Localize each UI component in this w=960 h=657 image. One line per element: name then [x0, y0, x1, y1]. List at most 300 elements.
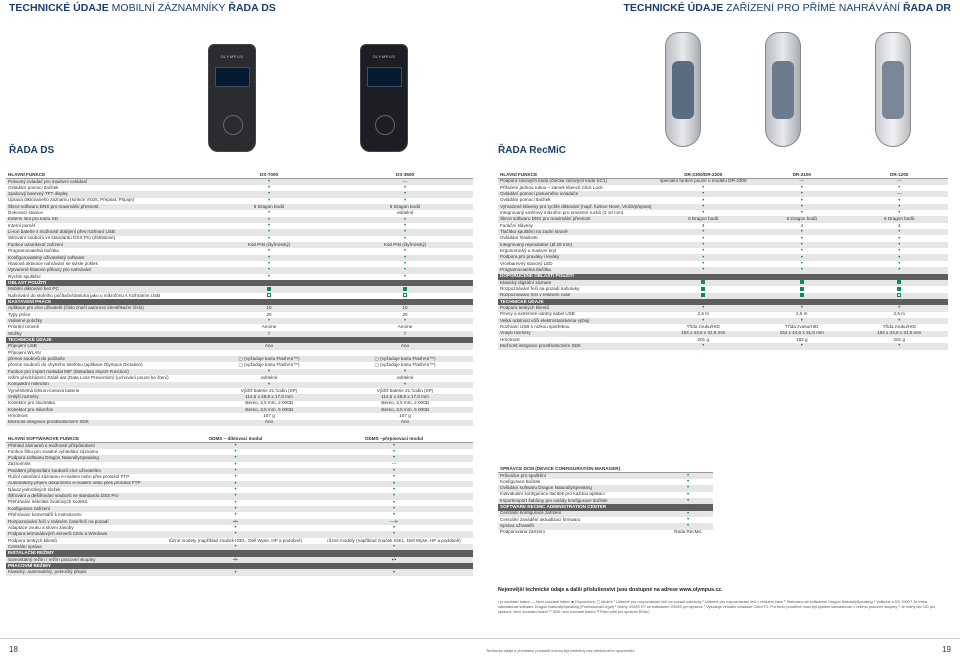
spec-value: DR-2100: [753, 172, 850, 178]
included-icon: •: [156, 531, 315, 537]
spec-value: Ano: [337, 343, 473, 349]
spec-label: Hmotnost: [500, 336, 520, 342]
included-icon: •: [234, 449, 237, 456]
included-icon: •: [753, 242, 850, 248]
ds-series-title: ŘADA DS: [9, 145, 55, 156]
included-icon: •: [851, 229, 949, 235]
spec-label: HLAVNÍ FUNKCE: [6, 172, 201, 178]
included-icon: •: [851, 204, 949, 210]
included-icon: •: [702, 260, 705, 267]
spec-value: 6 Dragon bodů: [654, 216, 754, 222]
included-icon: •: [800, 235, 803, 242]
spec-value: 6 Dragon bodů: [753, 216, 850, 222]
included-icon: •: [315, 569, 473, 575]
included-icon: •: [234, 499, 237, 506]
spec-label: Připojení USB: [6, 343, 201, 349]
page-number-left: 18: [9, 645, 18, 654]
included-icon: •: [267, 248, 271, 255]
spec-label: Vícebarevný stavový LED: [500, 260, 553, 266]
spec-label: Mobilní diktování bez PC: [6, 286, 201, 292]
spec-label: Vytvarené hlasové příkazy pro nahrávání: [6, 267, 201, 273]
spec-label: Velká odolnost vůči elektrostatickému výboji: [498, 318, 654, 324]
spec-value: ODMS – diktovací modul: [156, 436, 315, 442]
included-icon: •: [315, 468, 473, 474]
included-icon: •: [403, 248, 407, 255]
spec-label: Rozpoznávání řeči v reálném čase: [498, 293, 654, 299]
included-icon: •: [267, 273, 271, 280]
spec-label: Konfigurovatelný uživatelský software: [6, 255, 201, 261]
spec-label: Ruční odesílání záznamu e-mailem nebo přes protokol FTP: [8, 474, 130, 480]
included-icon: •: [753, 343, 850, 349]
spec-value: 2,5 m: [796, 311, 808, 317]
included-icon: •: [800, 248, 803, 255]
spec-value: 10: [201, 305, 337, 311]
spec-label: Správa uživatelů: [498, 523, 663, 529]
spec-label: Funkční klávesy: [500, 222, 533, 228]
spec-value: 201 g: [697, 336, 710, 342]
included-icon: •: [201, 217, 337, 223]
spec-value: 6 Dragon bodů: [337, 204, 473, 210]
spec-label: Ovládání pomocí tlačítek: [500, 197, 551, 203]
spec-label: Kompaktní mikrofon: [6, 382, 201, 388]
spec-label: Funkce filtru pro snadné vyhledání záznamu: [8, 448, 99, 454]
spec-value: 4: [701, 222, 705, 228]
spec-label: Posuvný ovladač pro intuitivní ovládání: [6, 178, 201, 185]
spec-label: Přehrávání komentářů k instrukcemi: [8, 512, 82, 518]
spec-label: Hmotnost: [8, 413, 28, 419]
spec-label: NASTAVENÍ PRÁCE: [6, 299, 201, 305]
included-icon: •: [201, 318, 337, 324]
included-icon: •: [337, 382, 473, 388]
spec-label: Integrovaný směrový mikrofon pro omezení ruchů (3 10 mm): [500, 210, 624, 215]
spec-label: PRACOVNÍ REŽIMY: [6, 563, 156, 569]
included-icon: •: [337, 267, 473, 273]
included-icon: •: [201, 382, 337, 388]
included-icon: •: [201, 369, 337, 375]
spec-value: speciální funkce pouze u modelu DR-2300: [654, 178, 754, 184]
spec-label: Li-Ion baterie s možností dobíjení přes rozhraní USB: [6, 229, 201, 235]
spec-label: Centrální zavádění aktualizací firmwaru: [500, 516, 581, 522]
spec-label: Typy práce: [8, 311, 31, 317]
included-icon: •: [392, 487, 396, 494]
included-icon: •: [267, 210, 271, 217]
spec-label: SOFTWARE RECMIC ADMINISTRATION CENTER: [498, 504, 663, 510]
spec-label: Složky: [6, 331, 201, 337]
spec-label: Rozpoznávání řeči v reálném čase/řeči na pozadí: [6, 519, 156, 525]
spec-value: 6 Dragon bodů: [201, 204, 337, 210]
spec-value: volitelné: [396, 375, 414, 381]
table-row: [6, 569, 473, 575]
included-icon: •: [702, 248, 705, 255]
included-icon: •: [337, 369, 473, 375]
spec-label: DOPORUČENÉ OBLASTI POUŽITÍ: [498, 274, 654, 280]
spec-value: 20: [266, 311, 272, 317]
spec-label: Rozpoznávání řeči na pozadí nahrávky: [500, 286, 580, 292]
spec-label: Paralelní přeposílání souborů více uživatelům: [6, 468, 156, 474]
included-icon: •: [702, 235, 705, 242]
spec-value: DR-1200: [851, 172, 949, 178]
spec-value: 4: [897, 222, 901, 228]
included-icon: •: [156, 468, 315, 474]
included-icon: •: [156, 506, 315, 512]
included-icon: •: [654, 305, 754, 311]
included-icon: •: [753, 204, 850, 210]
spec-value: ▢ (vyžaduje kartu FlashAir™): [374, 362, 436, 368]
included-icon: •: [403, 197, 407, 204]
included-icon: •: [392, 499, 396, 506]
spec-value: Ano/ne: [397, 324, 413, 330]
spec-label: Import/export šablony pro ovlády konfigurace tlačítek: [498, 498, 663, 504]
spec-value: 7: [337, 331, 473, 337]
spec-value: DR-2300/DR-2200: [654, 172, 754, 178]
spec-value: 183 g: [796, 336, 808, 342]
included-icon: •: [851, 254, 949, 260]
spec-label: Podporovaná zařízení: [500, 529, 545, 535]
spec-label: Centrální konfigurace zařízení: [498, 511, 663, 517]
included-icon: •: [315, 481, 473, 487]
spec-value: stereo, 3,5 mm, 2 000Ω: [244, 400, 294, 406]
spec-label: Klasický, automatický, pokročilý přepis: [6, 569, 156, 575]
spec-value: Řada RecMic: [674, 529, 702, 535]
spec-label: Adaptace zvuku a slovní zásoby: [8, 524, 74, 530]
included-icon: •: [800, 210, 803, 217]
table-row: [498, 343, 948, 349]
included-icon: •: [702, 197, 705, 204]
spec-value: stereo, 3,5 mm, 5 000Ω: [337, 407, 473, 413]
included-icon: •: [315, 531, 473, 537]
spec-label: Rychlé spuštění: [8, 273, 41, 279]
included-icon: •: [753, 254, 850, 260]
spec-label: Návaz jednotlivých složek: [8, 486, 61, 492]
included-icon: •: [654, 191, 754, 197]
included-icon: •: [315, 455, 473, 461]
spec-label: Podpora čárových kódů (čtečka čárových kódů SC1): [498, 178, 654, 184]
spec-value: 4: [800, 222, 804, 228]
included-icon: •: [654, 254, 754, 260]
included-icon: •: [663, 511, 713, 517]
spec-value: 107 g: [263, 413, 275, 419]
spec-label: Možnost integrace prostřednictvím SDK: [6, 420, 201, 426]
spec-value: —: [753, 178, 850, 184]
recmic-dr2100-image: [765, 32, 801, 147]
spec-value: Třída zvuku/HID: [686, 324, 720, 330]
spec-label: Šifrování a dešifrování souborů ve standardu DSS Pro: [6, 493, 156, 499]
table-row: [498, 530, 713, 536]
spec-label: Vnější rozměry: [6, 394, 201, 400]
included-icon: •: [201, 191, 337, 197]
included-icon: •: [702, 184, 705, 191]
spec-value: DS-3500: [337, 172, 473, 178]
included-icon: •: [851, 267, 949, 273]
spec-value: různé modely (například značek IGEL, Dell Wyse, HP a podobně): [327, 537, 461, 543]
spec-label: SPRÁVCE DCM (DEVICE CONFIGURATION MANAGER): [498, 466, 663, 472]
spec-label: Centrální správa: [6, 544, 156, 550]
spec-label: Vnější rozměry: [498, 331, 654, 337]
included-icon: •: [753, 305, 850, 311]
page-number-right: 19: [942, 645, 951, 654]
spec-label: HLAVNÍ SOFTWAROVÉ FUNKCE: [6, 436, 156, 442]
included-icon: •: [403, 273, 407, 280]
spec-label: Rozhraní USB s nízkou spotřebou: [500, 324, 570, 330]
spec-label: Funkce pro import metadat MIF (Metadata Import Function): [6, 369, 201, 375]
spec-label: Samostatný režim / režim pracovní skupiny: [6, 557, 156, 563]
spec-label: Šifrování souborů ve standardu DSS Pro (256bitové): [8, 235, 116, 241]
spec-label: Ovládání hlasitosti: [500, 235, 538, 241]
spec-label: Konektor pro mikrofon: [6, 407, 201, 413]
spec-label: Možnost integrace prostřednictvím SDK: [498, 343, 654, 349]
included-icon: •: [800, 260, 803, 267]
spec-value: Výdrž baterie 21 hodin (SP): [240, 387, 298, 393]
spec-label: Automatický příjem dokumentu e-mailem nebo přes protokol FTP: [6, 481, 156, 487]
spec-label: Konektor pro sluchátka: [8, 400, 55, 406]
included-icon: •: [702, 210, 705, 217]
included-icon: •: [267, 235, 271, 242]
included-icon: •: [800, 184, 803, 191]
included-icon: •: [403, 235, 407, 242]
spec-value: 107 g: [399, 413, 411, 419]
spec-label: Průvodce pro spuštění: [498, 472, 663, 479]
spec-label: Aplikace pro více uživatelů (číslo značí autorovo identifikační číslo): [6, 305, 201, 311]
spec-value: •/•: [315, 557, 473, 563]
spec-label: Konfigurace zařízení: [6, 506, 156, 512]
included-icon: •: [156, 481, 315, 487]
spec-label: Nahrávání do stolního počítače/obsluha jako u mikrofonu s rozhraním USB: [8, 292, 161, 298]
spec-value: 20: [402, 311, 408, 317]
included-icon: •: [654, 242, 754, 248]
included-icon: •: [337, 191, 473, 197]
spec-label: Interní paměť: [8, 222, 36, 228]
spec-label: Přehrávání několika zvukových kodeků: [8, 499, 88, 505]
spec-value: Třída zvuku/HID: [882, 324, 916, 330]
spec-value: ODMS –přepisovací modul: [315, 436, 473, 442]
included-icon: •: [686, 491, 690, 498]
spec-label: Záznamník: [8, 461, 31, 467]
included-icon: •: [267, 185, 271, 192]
spec-value: stereo, 3,5 mm, 2 000Ω: [380, 400, 430, 406]
spec-label: Podpora tenkých klientů: [498, 305, 654, 311]
included-icon: •: [403, 223, 407, 230]
spec-value: —: [851, 191, 949, 197]
included-icon: •: [315, 493, 473, 499]
spec-value: ▢ (vyžaduje kartu FlashAir™): [238, 362, 300, 368]
spec-value: ▢ (vyžaduje kartu FlashAir™): [337, 356, 473, 362]
software-spec-table: [6, 436, 473, 576]
spec-value: —: [391, 461, 397, 467]
spec-value: 154 x 44,6 x 31,6 mm: [851, 331, 949, 337]
spec-value: ▢ (vyžaduje kartu FlashAir™): [201, 356, 337, 362]
spec-value: •/•: [156, 519, 315, 525]
footer-divider: [0, 638, 960, 639]
spec-label: Prioritní úrovně: [8, 324, 40, 330]
included-icon: •: [663, 498, 713, 504]
included-icon: •: [392, 474, 396, 481]
included-icon: •: [201, 255, 337, 261]
spec-value: •/•: [156, 557, 315, 563]
spec-label: Připojení WLAN: [8, 349, 41, 355]
spec-label: Funkce uzamknutí zařízení: [6, 242, 201, 248]
table-row: [6, 362, 473, 368]
spec-label: Programovatelná tlačítka: [498, 267, 654, 273]
included-icon: •: [851, 305, 949, 311]
spec-value: 154 x 44,6 x 31,6 mm: [753, 331, 850, 337]
spec-value: 7: [201, 331, 337, 337]
included-icon: •: [686, 479, 690, 486]
spec-label: Ovládání pomocí tlačítek: [8, 184, 59, 190]
included-icon: •: [156, 442, 315, 449]
spec-value: —: [337, 178, 473, 185]
included-icon: •: [898, 235, 901, 242]
spec-label: Ovládání pomocí posuvného ovladače: [498, 191, 654, 197]
included-icon: •: [898, 197, 901, 204]
spec-label: Volitelné položky: [6, 318, 201, 324]
included-icon: •: [267, 223, 271, 230]
included-icon: •: [753, 318, 850, 324]
included-icon: •: [686, 517, 690, 524]
spec-value: 114,5 x 49,8 x 17,5 mm: [337, 394, 473, 400]
spec-value: 6 Dragon bodů: [851, 216, 949, 222]
spec-label: Ovládání softwaru Dragon NaturallySpeaking: [498, 485, 663, 491]
page-header-left: TECHNICKÉ ÚDAJE MOBILNÍ ZÁZNAMNÍKY ŘADA DS: [9, 2, 276, 14]
spec-value: Ano: [337, 420, 473, 426]
included-icon: •: [851, 318, 949, 324]
recmic-product-image: [480, 20, 960, 142]
spec-label: Externí slot pro kartu SD: [6, 217, 201, 223]
spec-value: Výdrž baterie 21 hodin (SP): [376, 387, 434, 393]
ds-spec-table: [6, 172, 473, 426]
included-icon: •: [201, 267, 337, 273]
included-icon: •: [267, 197, 271, 204]
spec-label: OBLAST POUŽITÍ: [6, 280, 201, 286]
included-icon: •: [337, 318, 473, 324]
spec-label: Škrce softwaru DNS pro maximální přesnost: [6, 204, 201, 210]
spec-value: Ano: [201, 343, 337, 349]
included-icon: •: [337, 255, 473, 261]
included-icon: •: [403, 261, 407, 268]
spec-label: Podpora softwaru Dragon NaturallySpeaking: [6, 455, 156, 461]
included-icon: •: [156, 455, 315, 461]
spec-label: 2palcový barevný TFT displej: [6, 191, 201, 197]
spec-label: Ergonomický a masivní kryt: [500, 248, 557, 253]
included-icon: •: [403, 185, 407, 192]
spec-label: HLAVNÍ FUNKCE: [498, 172, 654, 178]
page-header-right: TECHNICKÉ ÚDAJE ZAŘÍZENÍ PRO PŘÍMÉ NAHRÁVÁNÍ ŘADA DR: [623, 2, 951, 14]
spec-label: Přiřazení jednou rukou – zámek klienců Click Lock: [500, 184, 603, 190]
included-icon: •: [654, 267, 754, 273]
ds7000-recorder-image: OLYMPUS: [208, 44, 256, 152]
info-link: Nejnovější technické údaje a další příslušenství jsou dostupné na adrese www.olympus.cz.: [498, 587, 723, 593]
spec-label: TECHNICKÉ ÚDAJE: [498, 299, 654, 305]
spec-label: Hlasová aktivace nahrávání se svisle pokles: [8, 260, 98, 266]
dcm-spec-table: [498, 466, 713, 536]
recmic-dr1200-image: [875, 32, 911, 147]
spec-value: volitelné: [396, 210, 414, 216]
included-icon: •: [234, 487, 237, 494]
included-icon: •: [753, 267, 850, 273]
spec-label: Úprava diktovaného záznamu (funkce Vložit, Přepsat, Připojit): [8, 197, 135, 203]
footnotes: • je součástí balení — Není součástí balení ■ Doporučeno ▢ Možné ¹ Učitelné pro rozpoznávání řeči na pozadí nahrávky ² Učitelné pro rozpoznávání řeči v reálném čase ³ Testováno se softwarem Dragon NaturallySpeaking ⁴ Volitelné s DS-7000 ⁵ Je třeba nainstalovat software Dragon NaturallySpeaking (Professional/Legal) ⁶ Nutný ODMS R7 se softwarem ODMS pro správce ⁷ Vyžaduje virtuální ovladače Citrix/TS. Pro tento prostředí musí být systém nainstalován v režimu pracovní skupiny ⁸ Je nutný klíč DD pro správce. Není součástí balení ¹¹ SDK není součástí balení ¹² Plaví platí pro správce RMAC: [498, 600, 936, 615]
spec-value: 114,5 x 49,8 x 17,5 mm: [201, 394, 337, 400]
included-icon: •: [654, 318, 754, 324]
included-icon: •: [201, 229, 337, 235]
spec-value: Kód PIN (čtyřmístný): [201, 242, 337, 248]
included-icon: •: [851, 343, 949, 349]
included-icon: •: [851, 242, 949, 248]
included-icon: •: [315, 506, 473, 512]
included-icon: •: [234, 461, 237, 468]
included-icon: •: [392, 512, 396, 519]
spec-value: Kód PIN (čtyřmístný): [337, 242, 473, 248]
included-icon: •: [753, 229, 850, 235]
included-icon: •: [234, 525, 237, 532]
spec-value: 2,5 m: [697, 311, 710, 317]
spec-label: režim předcházení ztrátě dat (Data Loss Prevention) (uchování pouze ke čtení): [8, 375, 169, 381]
included-icon: •: [663, 523, 713, 529]
spec-value: —/•: [315, 519, 473, 525]
included-icon: •: [800, 197, 803, 204]
spec-label: Individuální konfigurace tlačítek pro každou aplikaci: [500, 491, 605, 497]
included-icon: •: [898, 248, 901, 255]
spec-label: Vyměnitelná lithium-iontová baterie: [8, 387, 80, 393]
included-icon: •: [267, 261, 271, 268]
spec-value: Třída zvuku/HID: [785, 324, 819, 330]
spec-label: Podpora tenkých klientů: [8, 537, 58, 543]
spec-value: stereo, 3,5 mm, 5 000Ω: [201, 407, 337, 413]
table-row: [6, 420, 473, 426]
included-icon: •: [753, 191, 850, 197]
spec-label: Přehled záznamů s možností přizpůsobení: [6, 442, 156, 449]
spec-value: 201 g: [893, 336, 905, 342]
ds-product-image: [0, 20, 480, 142]
spec-value: Ano/ne: [261, 324, 277, 330]
spec-value: 154 x 44,6 x 31,6 mm: [654, 331, 754, 337]
included-icon: •: [337, 229, 473, 235]
recmic-dr2300-image: [665, 32, 701, 147]
spec-label: INSTALAČNÍ REŽIMY: [6, 550, 156, 556]
included-icon: •: [663, 472, 713, 479]
spec-label: Pevný a extrémně odolný kabel USB: [500, 311, 575, 317]
included-icon: •: [898, 184, 901, 191]
spec-value: DS-7000: [201, 172, 337, 178]
included-icon: •: [234, 512, 237, 519]
ds3500-recorder-image: OLYMPUS: [360, 44, 408, 152]
spec-label: Tlačítko spuštění na zadní straně: [498, 229, 654, 235]
included-icon: •: [898, 210, 901, 217]
spec-value: —: [851, 178, 949, 184]
included-icon: •: [392, 525, 396, 532]
included-icon: •: [654, 204, 754, 210]
spec-label: Klasický digitální záznam: [498, 280, 654, 286]
included-icon: •: [654, 343, 754, 349]
included-icon: •: [234, 474, 237, 481]
included-icon: •: [654, 229, 754, 235]
spec-label: přenos souborů do počítače: [6, 356, 201, 362]
spec-value: volitelné: [260, 375, 278, 381]
included-icon: •: [898, 260, 901, 267]
spec-label: Škrce softwaru DNS pro maximální přesnost: [498, 216, 654, 222]
spec-value: Ano: [201, 420, 337, 426]
spec-label: Vyhrazené klávesy pro rychlé diktování (např. funkce Nové, Vložit/přepsat): [500, 203, 652, 209]
spec-label: Dokovací stanice: [8, 210, 43, 216]
included-icon: •: [337, 217, 473, 223]
spec-value: 2,5 m: [893, 311, 905, 317]
included-icon: •: [156, 493, 315, 499]
included-icon: •: [663, 485, 713, 491]
included-icon: •: [392, 449, 396, 456]
included-icon: •: [201, 178, 337, 185]
included-icon: •: [156, 569, 315, 575]
included-icon: •: [315, 442, 473, 449]
footer-note: Technické údaje a provedení produktů mohou být změněny bez předchozího upozornění: [486, 649, 635, 653]
